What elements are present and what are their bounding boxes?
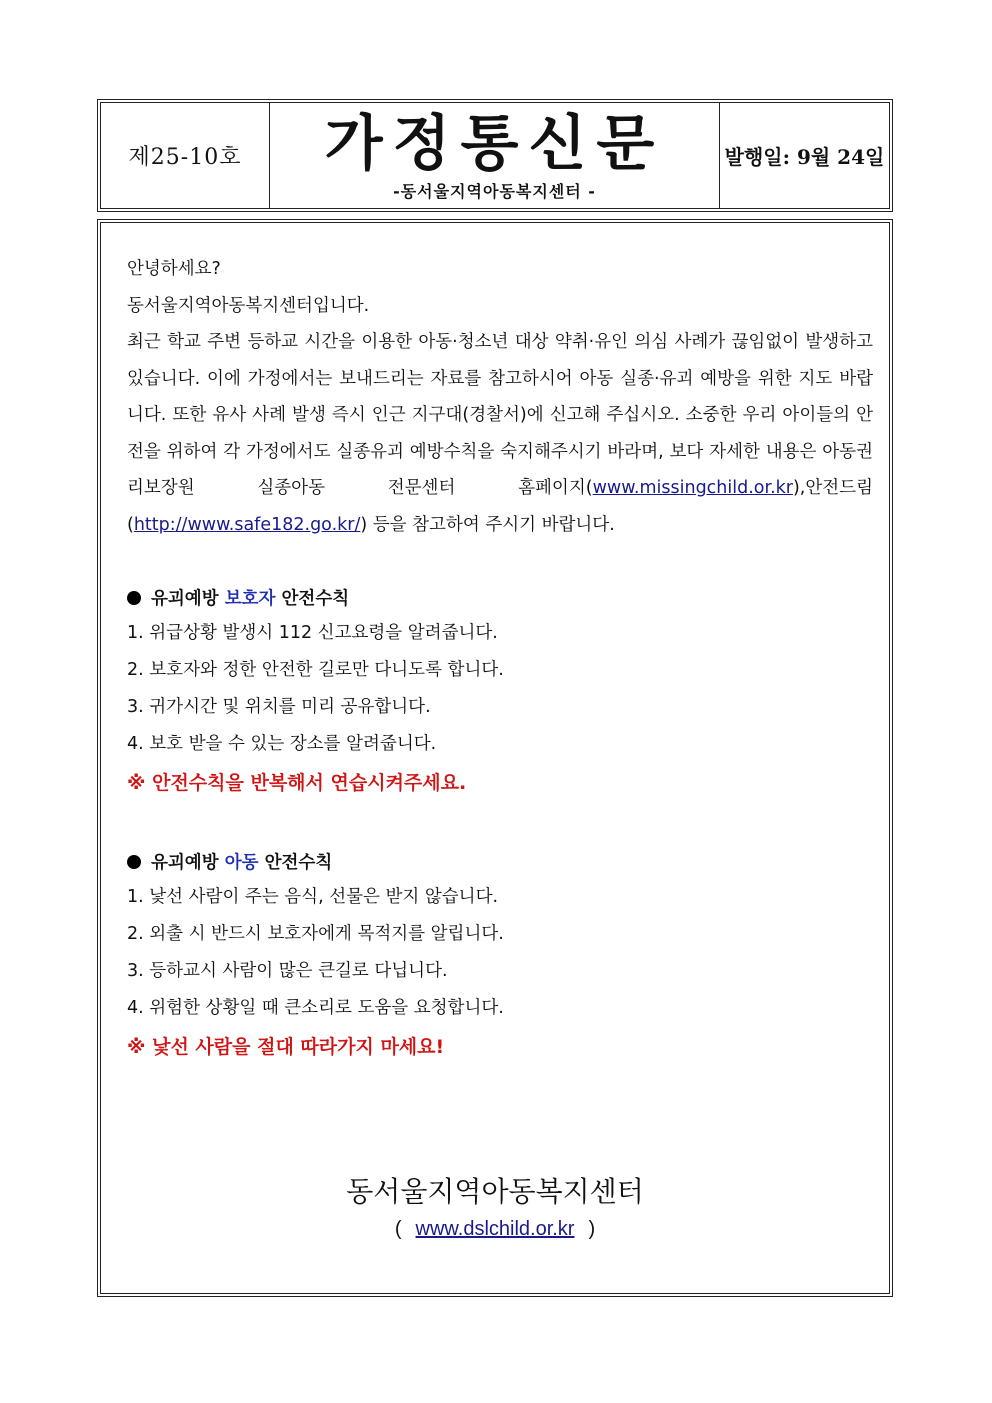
child-warning: ※ 낯선 사람을 절대 따라가지 마세요! [127,1036,445,1058]
greeting: 안녕하세요? [127,259,221,279]
title-cell [270,103,720,208]
intro-end-text: ) 등을 참고하여 주시기 바랍니다. [360,514,615,535]
intro-text: 최근 학교 주변 등하교 시간을 이용한 아동·청소년 대상 약취·유인 의심 사례가 끊임없이 발생하고 있습니다. 이에 가정에서는 보내드리는 자료를 참고하시어 아동 실종·유괴 예방을 위한 지도 바랍니다. 또한 유사 사례 발생 즉시 인근 지구대(경찰서)에 신고해 주십시오. 소중한 우리 아이들의 안전을 위하여 각 가정에서도 실종유괴 예방수칙을 숙지해주시기 바라며, 보다 자세한 내용은 아동권리보장원 실종아동 전문센터 홈페이지( [127,332,873,498]
footer-url-line [101,1218,889,1241]
footer-url-link[interactable]: www.dslchild.or.kr [415,1218,575,1240]
child-heading [127,847,873,879]
bullet-icon [127,855,141,869]
list-item: 3. 귀가시간 및 위치를 미리 공유합니다. [127,697,431,717]
safe182-link[interactable]: http://www.safe182.go.kr/ [133,514,361,535]
guardian-warning: ※ 안전수칙을 반복해서 연습시켜주세요. [127,772,467,794]
center-intro: 동서울지역아동복지센터입니다. [127,295,370,316]
guardian-heading-pre: 유괴예방 [151,589,225,609]
list-item: 4. 보호 받을 수 있는 장소를 알려줍니다. [127,734,437,754]
intro-mid-text: ),안전드림( [127,478,873,535]
header-box [97,99,893,212]
page-title: 가정통신문 [324,109,665,179]
footer-paren-open: ( [394,1218,402,1240]
list-item: 2. 외출 시 반드시 보호자에게 목적지를 알립니다. [127,924,504,944]
bullet-icon [127,591,141,605]
intro-paragraph [127,324,873,543]
issue-cell [101,103,270,208]
child-heading-accent: 아동 [224,853,259,873]
content [127,251,873,1067]
guardian-heading-accent: 보호자 [224,589,276,609]
child-heading-post: 안전수칙 [258,853,333,873]
body-inner [100,222,890,1294]
list-item: 2. 보호자와 정한 안전한 길로만 다니도록 합니다. [127,660,504,680]
guardian-heading [127,583,873,615]
date-cell [720,103,889,208]
child-heading-pre: 유괴예방 [151,853,225,873]
child-section [127,847,873,1067]
guardian-heading-post: 안전수칙 [275,589,350,609]
issue-date: 발행일: 9월 24일 [724,145,885,169]
issue-number: 제25-10호 [128,145,242,170]
missingchild-link[interactable]: www.missingchild.or.kr [592,478,793,498]
list-item: 1. 위급상황 발생시 112 신고요령을 알려줍니다. [127,623,498,643]
footer-paren-close: ) [588,1218,596,1240]
header-inner [100,102,890,209]
intro [127,251,873,543]
list-item: 4. 위험한 상황일 때 큰소리로 도움을 요청합니다. [127,998,504,1018]
guardian-section [127,583,873,803]
list-item: 1. 낯선 사람이 주는 음식, 선물은 받지 않습니다. [127,887,499,907]
list-item: 3. 등하교시 사람이 많은 큰길로 다닙니다. [127,961,448,981]
page-subtitle: -동서울지역아동복지센터 - [393,182,596,201]
footer-center-name: 동서울지역아동복지센터 [346,1175,644,1208]
body-box [97,219,893,1297]
